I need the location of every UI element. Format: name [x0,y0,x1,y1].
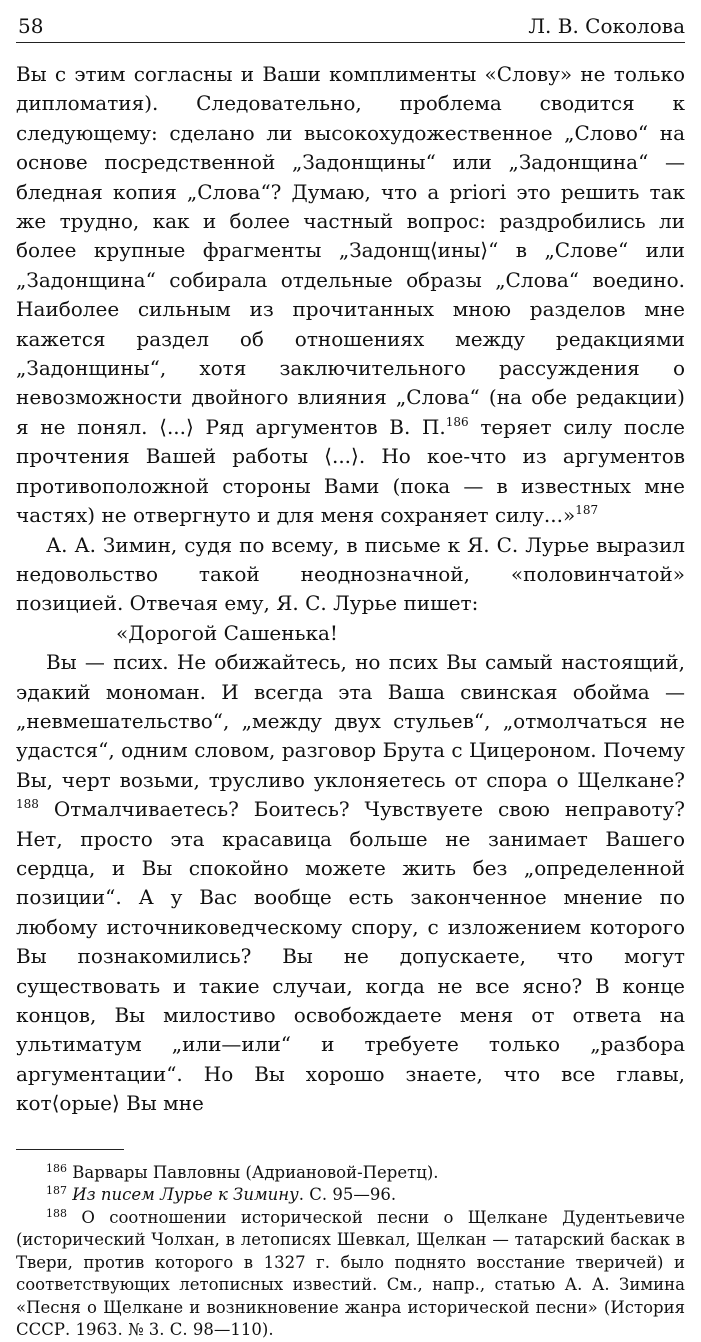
page-header [16,10,685,44]
footnote-ref: 188 [16,797,39,812]
footnote [16,1184,685,1207]
footnote-text: Варвары Павловны (Адриановой-Перетц). [72,1162,439,1182]
paragraph-text: Вы с этим согласны и Ваши комплименты «Слову» не только дипломатия). Следовательно, проблема сводится к следующему: сделано ли высокохудожественное „Слово“ на основе посредственной „Задонщины“ или „Задонщина“ — бледная копия „Слова“? Думаю, что a priori это решить так же трудно, как и более частный вопрос: раздробились ли более крупные фрагменты „Задонщ⟨ины⟩“ в „Слове“ или „Задонщина“ собирала отдельные образы „Слова“ воедино. Наиболее сильным из прочитанных мною разделов мне кажется раздел об отношениях между редакциями „Задонщины“, хотя заключительного рассуждения о невозможности двойного влияния „Слова“ (на обе редакции) я не понял. ⟨...⟩ Ряд аргументов В. П. [16,62,685,439]
paragraph-text: Вы — псих. Не обижайтесь, но псих Вы самый настоящий, эдакий мономан. И всегда эта Ваша свинская обойма — „невмешательство“, „между двух стульев“, „отмолчаться не удастся“, одним словом, разговор Брута с Цицероном. Почему Вы, черт возьми, трусливо уклоняетесь от спора о Щелкане? [16,650,685,792]
footnote-rule [16,1149,124,1150]
footnote-number: 187 [46,1184,67,1198]
footnote [16,1207,685,1342]
footnote [16,1162,685,1185]
header-rule [16,42,685,43]
footnote-source-title: Из писем Лурье к Зимину [72,1185,299,1205]
paragraph [16,531,685,619]
footnote-text: . С. 95—96. [298,1185,397,1205]
salutation-text: «Дорогой Сашенька! [116,620,338,645]
main-text [16,60,685,1119]
footnote-ref: 186 [445,414,469,429]
footnote-ref: 187 [575,503,599,518]
book-page [16,10,685,1340]
paragraph [16,60,685,531]
footnote-text: О соотношении исторической песни о Щелкане Дудентьевиче (исторический Чолхан, в летописях Шевкал, Щелкан — татарский баскак в Твери, против которого в 1327 г. было поднято восстание тверичей) и соответствующих летописных известий. См., напр., статью А. А. Зимина «Песня о Щелкане и возникновение жанра исторической песни» (История СССР. 1963. № 3. С. 98—110). [16,1207,685,1340]
paragraph-text: А. А. Зимин, судя по всему, в письме к Я. С. Лурье выразил недовольство такой неоднозначной, «половинчатой» позицией. Отвечая ему, Я. С. Лурье пишет: [16,532,685,616]
footnote-number: 188 [46,1206,67,1220]
footnote-number: 186 [46,1161,67,1175]
paragraph-text: теряет силу после прочтения Вашей работы ⟨...⟩. Но кое-что из аргументов противоположной стороны Вами (пока — в известных мне частях) не отвергнуто и для меня сохраняет силу...» [16,414,685,528]
running-head: Л. В. Соколова [528,14,685,38]
page-number: 58 [18,14,44,38]
footnotes [16,1162,685,1342]
paragraph [16,648,685,1119]
letter-salutation [16,619,685,648]
paragraph-text: Отмалчиваетесь? Боитесь? Чувствуете свою неправоту? Нет, просто эта красавица больше не занимает Вашего сердца, и Вы спокойно можете жить без „определенной позиции“. А у Вас вообще есть законченное мнение по любому источниковедческому спору, с изложением которого Вы познакомились? Вы не допускаете, что могут существовать и такие случаи, когда не все ясно? В конце концов, Вы милостиво освобождаете меня от ответа на ультиматум „или—или“ и требуете только „разбора аргументации“. Но Вы хорошо знаете, что все главы, кот⟨орые⟩ Вы мне [16,797,685,1116]
